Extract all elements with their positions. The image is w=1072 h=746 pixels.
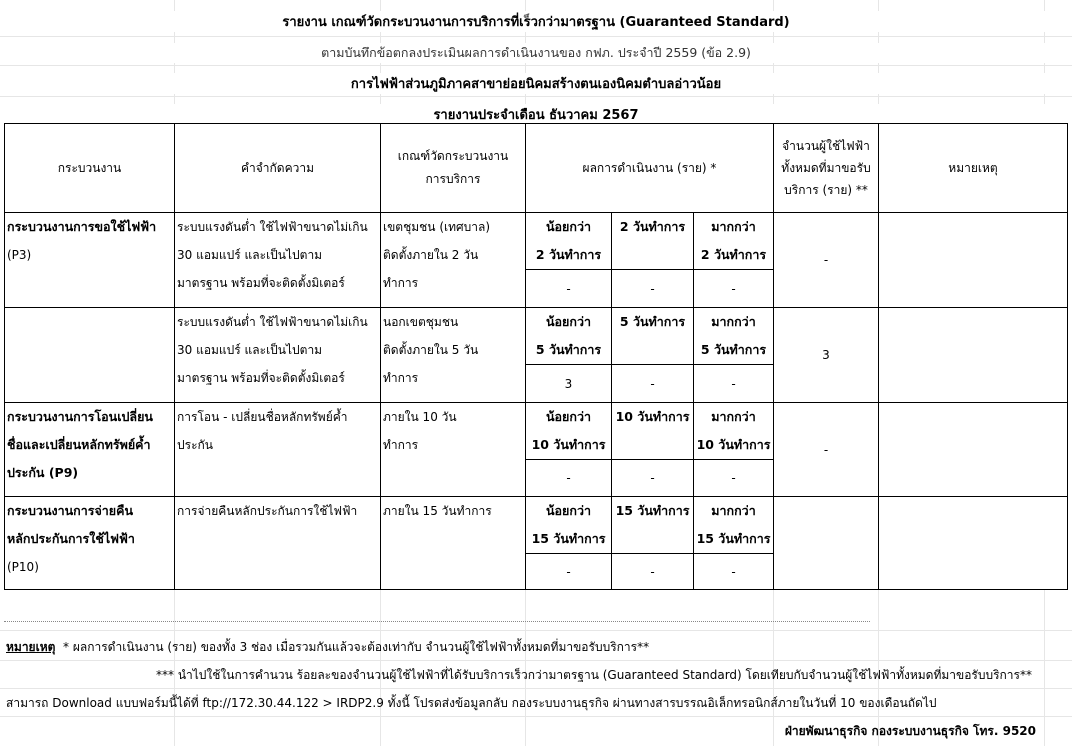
definition-line: ระบบแรงดันต่ำ ใช้ไฟฟ้าขนาดไม่เกิน <box>177 220 368 234</box>
report-month: รายงานประจำเดือน ธันวาคม 2567 <box>4 104 1068 125</box>
process-name: ชื่อและเปลี่ยนหลักทรัพย์ค้ำ <box>7 437 151 452</box>
process-name: กระบวนงานการขอใช้ไฟฟ้า <box>7 219 157 234</box>
definition-line: การจ่ายคืนหลักประกันการใช้ไฟฟ้า <box>177 504 358 518</box>
col-header-criteria <box>381 124 526 213</box>
process-code: (P10) <box>7 560 39 574</box>
result-more-label <box>694 213 774 270</box>
process-name: หลักประกันการใช้ไฟฟ้า <box>7 531 135 546</box>
less-days: 2 วันทำการ <box>535 247 602 262</box>
result-less-label <box>526 308 612 365</box>
remark-cell <box>879 497 1068 590</box>
result-equal-label <box>612 403 694 460</box>
criteria-cell <box>381 497 526 590</box>
value-more: - <box>694 460 774 497</box>
less-label: น้อยกว่า <box>546 314 591 329</box>
result-less-label <box>526 213 612 270</box>
more-days: 2 วันทำการ <box>700 247 767 262</box>
table-row <box>5 497 1068 554</box>
process-code: ประกัน (P9) <box>7 465 79 480</box>
less-label: น้อยกว่า <box>546 219 591 234</box>
grid-line <box>0 65 1072 66</box>
remark-cell <box>879 403 1068 497</box>
definition-line: มาตรฐาน พร้อมที่จะติดตั้งมิเตอร์ <box>177 276 345 290</box>
value-more: - <box>694 365 774 403</box>
value-less: - <box>526 270 612 308</box>
less-days: 15 วันทำการ <box>531 531 606 546</box>
value-less: - <box>526 460 612 497</box>
note-label: หมายเหตุ <box>6 640 56 654</box>
criteria-line: ทำการ <box>383 276 419 290</box>
process-name: กระบวนงานการจ่ายคืน <box>7 503 134 518</box>
equal-days: 2 วันทำการ <box>619 219 686 234</box>
section-divider <box>4 621 870 622</box>
value-less: 3 <box>526 365 612 403</box>
more-label: มากกว่า <box>711 409 756 424</box>
users-total-cell: - <box>774 213 879 308</box>
footnote-1 <box>6 638 649 657</box>
col-header-result: ผลการดำเนินงาน (ราย) * <box>526 124 774 213</box>
definition-cell <box>175 403 381 497</box>
table-row <box>5 213 1068 270</box>
footnote-2: *** นำไปใช้ในการคำนวน ร้อยละของจำนวนผู้ใช้ไฟฟ้าที่ได้รับบริการเร็วกว่ามาตรฐาน (Guaranteed Standard) โดยเทียบกับจำนวนผู้ใช้ไฟฟ้าทั้งหมดที่มาขอรับบริการ** <box>156 668 1032 682</box>
process-cell <box>5 497 175 590</box>
value-more: - <box>694 270 774 308</box>
more-days: 15 วันทำการ <box>696 531 771 546</box>
process-code: (P3) <box>7 248 32 262</box>
less-label: น้อยกว่า <box>546 503 591 518</box>
criteria-cell <box>381 403 526 497</box>
grid-line <box>0 36 1072 37</box>
report-subtitle: ตามบันทึกข้อตกลงประเมินผลการดำเนินงานของ กฟภ. ประจำปี 2559 (ข้อ 2.9) <box>4 43 1068 63</box>
criteria-cell <box>381 308 526 403</box>
remark-cell <box>879 213 1068 308</box>
definition-cell <box>175 213 381 308</box>
result-less-label <box>526 403 612 460</box>
office-name: การไฟฟ้าส่วนภูมิภาคสาขาย่อยนิคมสร้างตนเองนิคมตำบลอ่าวน้อย <box>4 73 1068 94</box>
criteria-line: ภายใน 15 วันทำการ <box>383 504 492 518</box>
more-label: มากกว่า <box>711 503 756 518</box>
value-less: - <box>526 554 612 590</box>
more-days: 10 วันทำการ <box>696 437 771 452</box>
result-equal-label <box>612 308 694 365</box>
criteria-header-line: เกณฑ์วัดกระบวนงาน <box>397 149 509 163</box>
criteria-line: ภายใน 10 วัน <box>383 410 457 424</box>
result-more-label <box>694 308 774 365</box>
process-name: กระบวนงานการโอนเปลี่ยน <box>7 409 153 424</box>
equal-days: 15 วันทำการ <box>615 503 690 518</box>
col-header-definition: คำจำกัดความ <box>175 124 381 213</box>
value-equal: - <box>612 365 694 403</box>
result-more-label <box>694 497 774 554</box>
criteria-line: ติดตั้งภายใน 2 วัน <box>383 248 479 262</box>
definition-line: 30 แอมแปร์ และเป็นไปตาม <box>177 343 323 357</box>
table-header-row <box>5 124 1068 213</box>
more-label: มากกว่า <box>711 314 756 329</box>
users-total-cell: 3 <box>774 308 879 403</box>
definition-line: 30 แอมแปร์ และเป็นไปตาม <box>177 248 323 262</box>
equal-days: 5 วันทำการ <box>619 314 686 329</box>
process-cell <box>5 403 175 497</box>
result-more-label <box>694 403 774 460</box>
result-equal-label <box>612 213 694 270</box>
signature-line: ฝ่ายพัฒนาธุรกิจ กองระบบงานธุรกิจ โทร. 9520 <box>784 724 1036 738</box>
grid-line <box>0 688 1072 689</box>
criteria-line: ทำการ <box>383 371 419 385</box>
criteria-cell <box>381 213 526 308</box>
less-label: น้อยกว่า <box>546 409 591 424</box>
process-name <box>5 308 174 336</box>
users-total-cell: - <box>774 403 879 497</box>
remark-cell <box>879 308 1068 403</box>
less-days: 10 วันทำการ <box>531 437 606 452</box>
grid-line <box>0 96 1072 97</box>
service-report-table <box>4 123 1068 590</box>
criteria-line: นอกเขตชุมชน <box>383 315 459 329</box>
criteria-line: เขตชุมชน (เทศบาล) <box>383 220 491 234</box>
result-equal-label <box>612 497 694 554</box>
criteria-line: ทำการ <box>383 438 419 452</box>
equal-days: 10 วันทำการ <box>615 409 690 424</box>
criteria-line: ติดตั้งภายใน 5 วัน <box>383 343 479 357</box>
value-equal: - <box>612 554 694 590</box>
table-row <box>5 308 1068 365</box>
col-header-remark: หมายเหตุ <box>879 124 1068 213</box>
users-header-line: บริการ (ราย) ** <box>784 183 868 197</box>
more-label: มากกว่า <box>711 219 756 234</box>
definition-cell <box>175 497 381 590</box>
col-header-process: กระบวนงาน <box>5 124 175 213</box>
more-days: 5 วันทำการ <box>700 342 767 357</box>
definition-line: มาตรฐาน พร้อมที่จะติดตั้งมิเตอร์ <box>177 371 345 385</box>
result-less-label <box>526 497 612 554</box>
criteria-header-line: การบริการ <box>425 172 481 186</box>
definition-line: การโอน - เปลี่ยนชื่อหลักทรัพย์ค้ำ <box>177 410 348 424</box>
value-equal: - <box>612 270 694 308</box>
grid-line <box>0 630 1072 631</box>
users-total-cell <box>774 497 879 590</box>
users-header-line: จำนวนผู้ใช้ไฟฟ้า <box>782 139 870 153</box>
users-header-line: ทั้งหมดที่มาขอรับ <box>781 161 871 175</box>
value-more: - <box>694 554 774 590</box>
value-equal: - <box>612 460 694 497</box>
process-cell <box>5 213 175 308</box>
grid-line <box>0 660 1072 661</box>
process-cell <box>5 308 175 403</box>
footnote-3: สามารถ Download แบบฟอร์มนี้ได้ที่ ftp://172.30.44.122 > IRDP2.9 ทั้งนี้ โปรดส่งข้อมูลกลับ กองระบบงานธุรกิจ ผ่านทางสารบรรณอิเล็กทรอนิกส์ภายในวันที่ 10 ของเดือนถัดไป <box>6 696 937 710</box>
col-header-users <box>774 124 879 213</box>
definition-line: ประกัน <box>177 438 213 452</box>
definition-line: ระบบแรงดันต่ำ ใช้ไฟฟ้าขนาดไม่เกิน <box>177 315 368 329</box>
table-row <box>5 403 1068 460</box>
less-days: 5 วันทำการ <box>535 342 602 357</box>
grid-line <box>0 716 1072 717</box>
note-text: * ผลการดำเนินงาน (ราย) ของทั้ง 3 ช่อง เมื่อรวมกันแล้วจะต้องเท่ากับ จำนวนผู้ใช้ไฟฟ้าทั้งหมดที่มาขอรับบริการ** <box>55 640 650 654</box>
report-title: รายงาน เกณฑ์วัดกระบวนงานการบริการที่เร็วกว่ามาตรฐาน (Guaranteed Standard) <box>4 11 1068 32</box>
definition-cell <box>175 308 381 403</box>
